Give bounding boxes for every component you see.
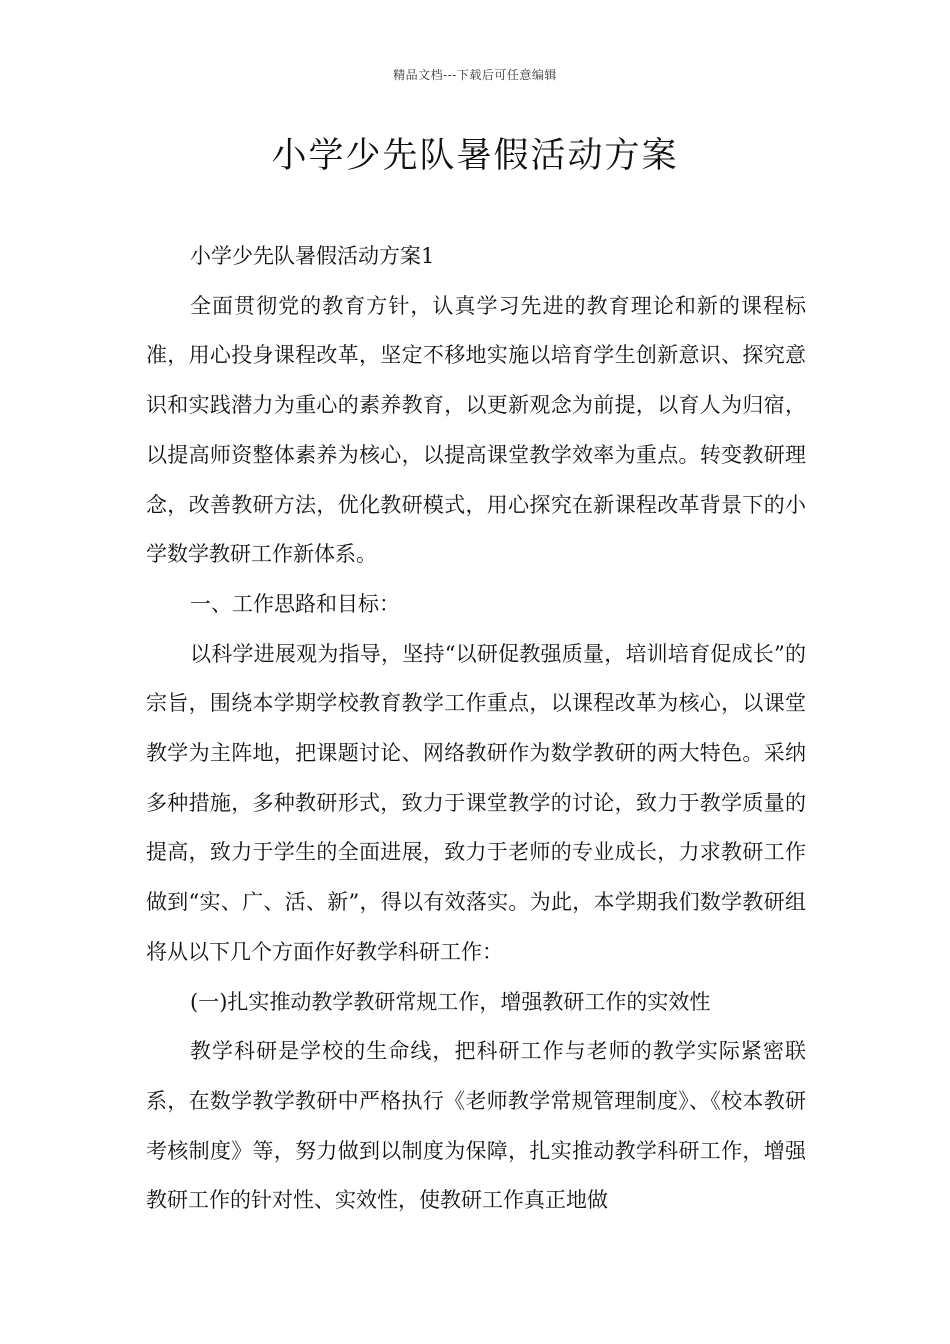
- document-title: 小学少先队暑假活动方案: [271, 136, 679, 176]
- body-paragraph: 全面贯彻党的教育方针，认真学习先进的教育理论和新的课程标准，用心投身课程改革，坚定不移地实施以培育学生创新意识、探究意识和实践潜力为重心的素养教育，以更新观念为前提，以育人为归宿，以提高师资整体素养为核心，以提高课堂教学效率为重点。转变教研理念，改善教研方法，优化教研模式，用心探究在新课程改革背景下的小学数学教研工作新体系。: [146, 293, 806, 567]
- page-header: 精品文档---下载后可任意编辑: [393, 68, 557, 82]
- section-heading: (一)扎实推动教学教研常规工作，增强教研工作的实效性: [190, 989, 711, 1014]
- body-paragraph: 以科学进展观为指导，坚持“以研促教强质量，培训培育促成长”的宗旨，围绕本学期学校教育教学工作重点，以课程改革为核心，以课堂教学为主阵地，把课题讨论、网络教研作为数学教研的两大特色。采纳多种措施，多种教研形式，致力于课堂教学的讨论，致力于教学质量的提高，致力于学生的全面进展，致力于老师的专业成长，力求教研工作做到“实、广、活、新”，得以有效落实。为此，本学期我们数学教研组将从以下几个方面作好教学科研工作：: [146, 641, 806, 964]
- document-body: [146, 232, 806, 1226]
- section-heading: 小学少先队暑假活动方案1: [190, 244, 435, 268]
- body-paragraph: 教学科研是学校的生命线，把科研工作与老师的教学实际紧密联系，在数学教学教研中严格执行《老师教学常规管理制度》、《校本教研考核制度》等，努力做到以制度为保障，扎实推动教学科研工作，增强教研工作的针对性、实效性，使教研工作真正地做: [146, 1039, 806, 1213]
- section-heading: 一、工作思路和目标：: [190, 591, 400, 616]
